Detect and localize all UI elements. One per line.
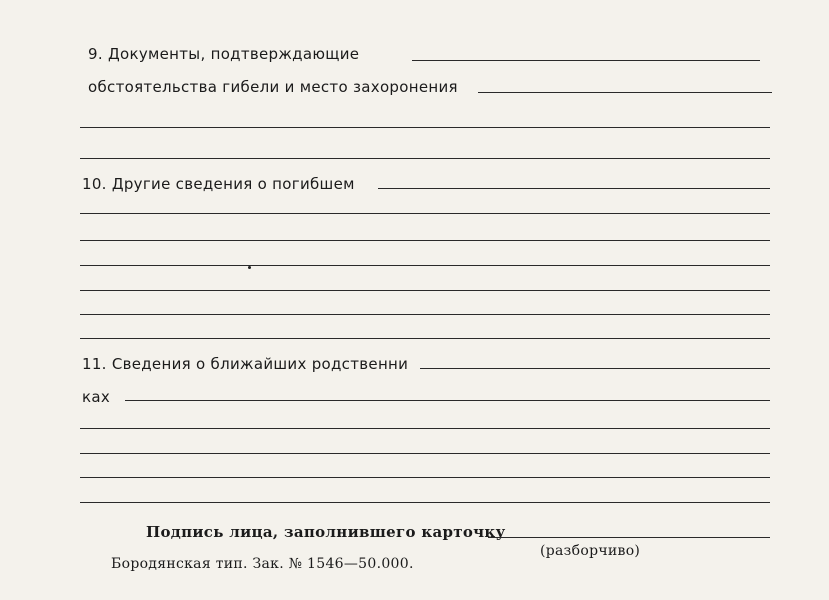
section-11-field-line-5[interactable] (80, 477, 770, 478)
signature-hint: (разборчиво) (540, 543, 641, 559)
section-11-label-line2: ках (82, 388, 111, 406)
section-9-label-line2: обстоятельства гибели и место захоронения (88, 78, 458, 96)
section-10-field-line-4[interactable] (80, 265, 770, 266)
signature-field-line[interactable] (488, 537, 770, 538)
section-10-field-line-6[interactable] (80, 314, 770, 315)
section-11-field-line-2[interactable] (125, 400, 770, 401)
section-9-field-line-1[interactable] (412, 60, 760, 61)
ink-dot (248, 266, 251, 269)
section-10-field-line-5[interactable] (80, 290, 770, 291)
section-10-field-line-1[interactable] (378, 188, 770, 189)
section-11-field-line-4[interactable] (80, 453, 770, 454)
section-9-label-line1: 9. Документы, подтверждающие (88, 45, 360, 63)
printer-imprint: Бородянская тип. Зак. № 1546—50.000. (111, 556, 414, 572)
section-10-field-line-7[interactable] (80, 338, 770, 339)
section-9-field-line-4[interactable] (80, 158, 770, 159)
section-11-label-line1: 11. Сведения о ближайших родственни (82, 355, 409, 373)
section-11-field-line-3[interactable] (80, 428, 770, 429)
section-9-field-line-3[interactable] (80, 127, 770, 128)
signature-label: Подпись лица, заполнившего карточку (146, 523, 506, 541)
section-10-label: 10. Другие сведения о погибшем (82, 175, 355, 193)
section-9-field-line-2[interactable] (478, 92, 772, 93)
section-11-field-line-6[interactable] (80, 502, 770, 503)
section-10-field-line-2[interactable] (80, 213, 770, 214)
section-10-field-line-3[interactable] (80, 240, 770, 241)
section-11-field-line-1[interactable] (420, 368, 770, 369)
